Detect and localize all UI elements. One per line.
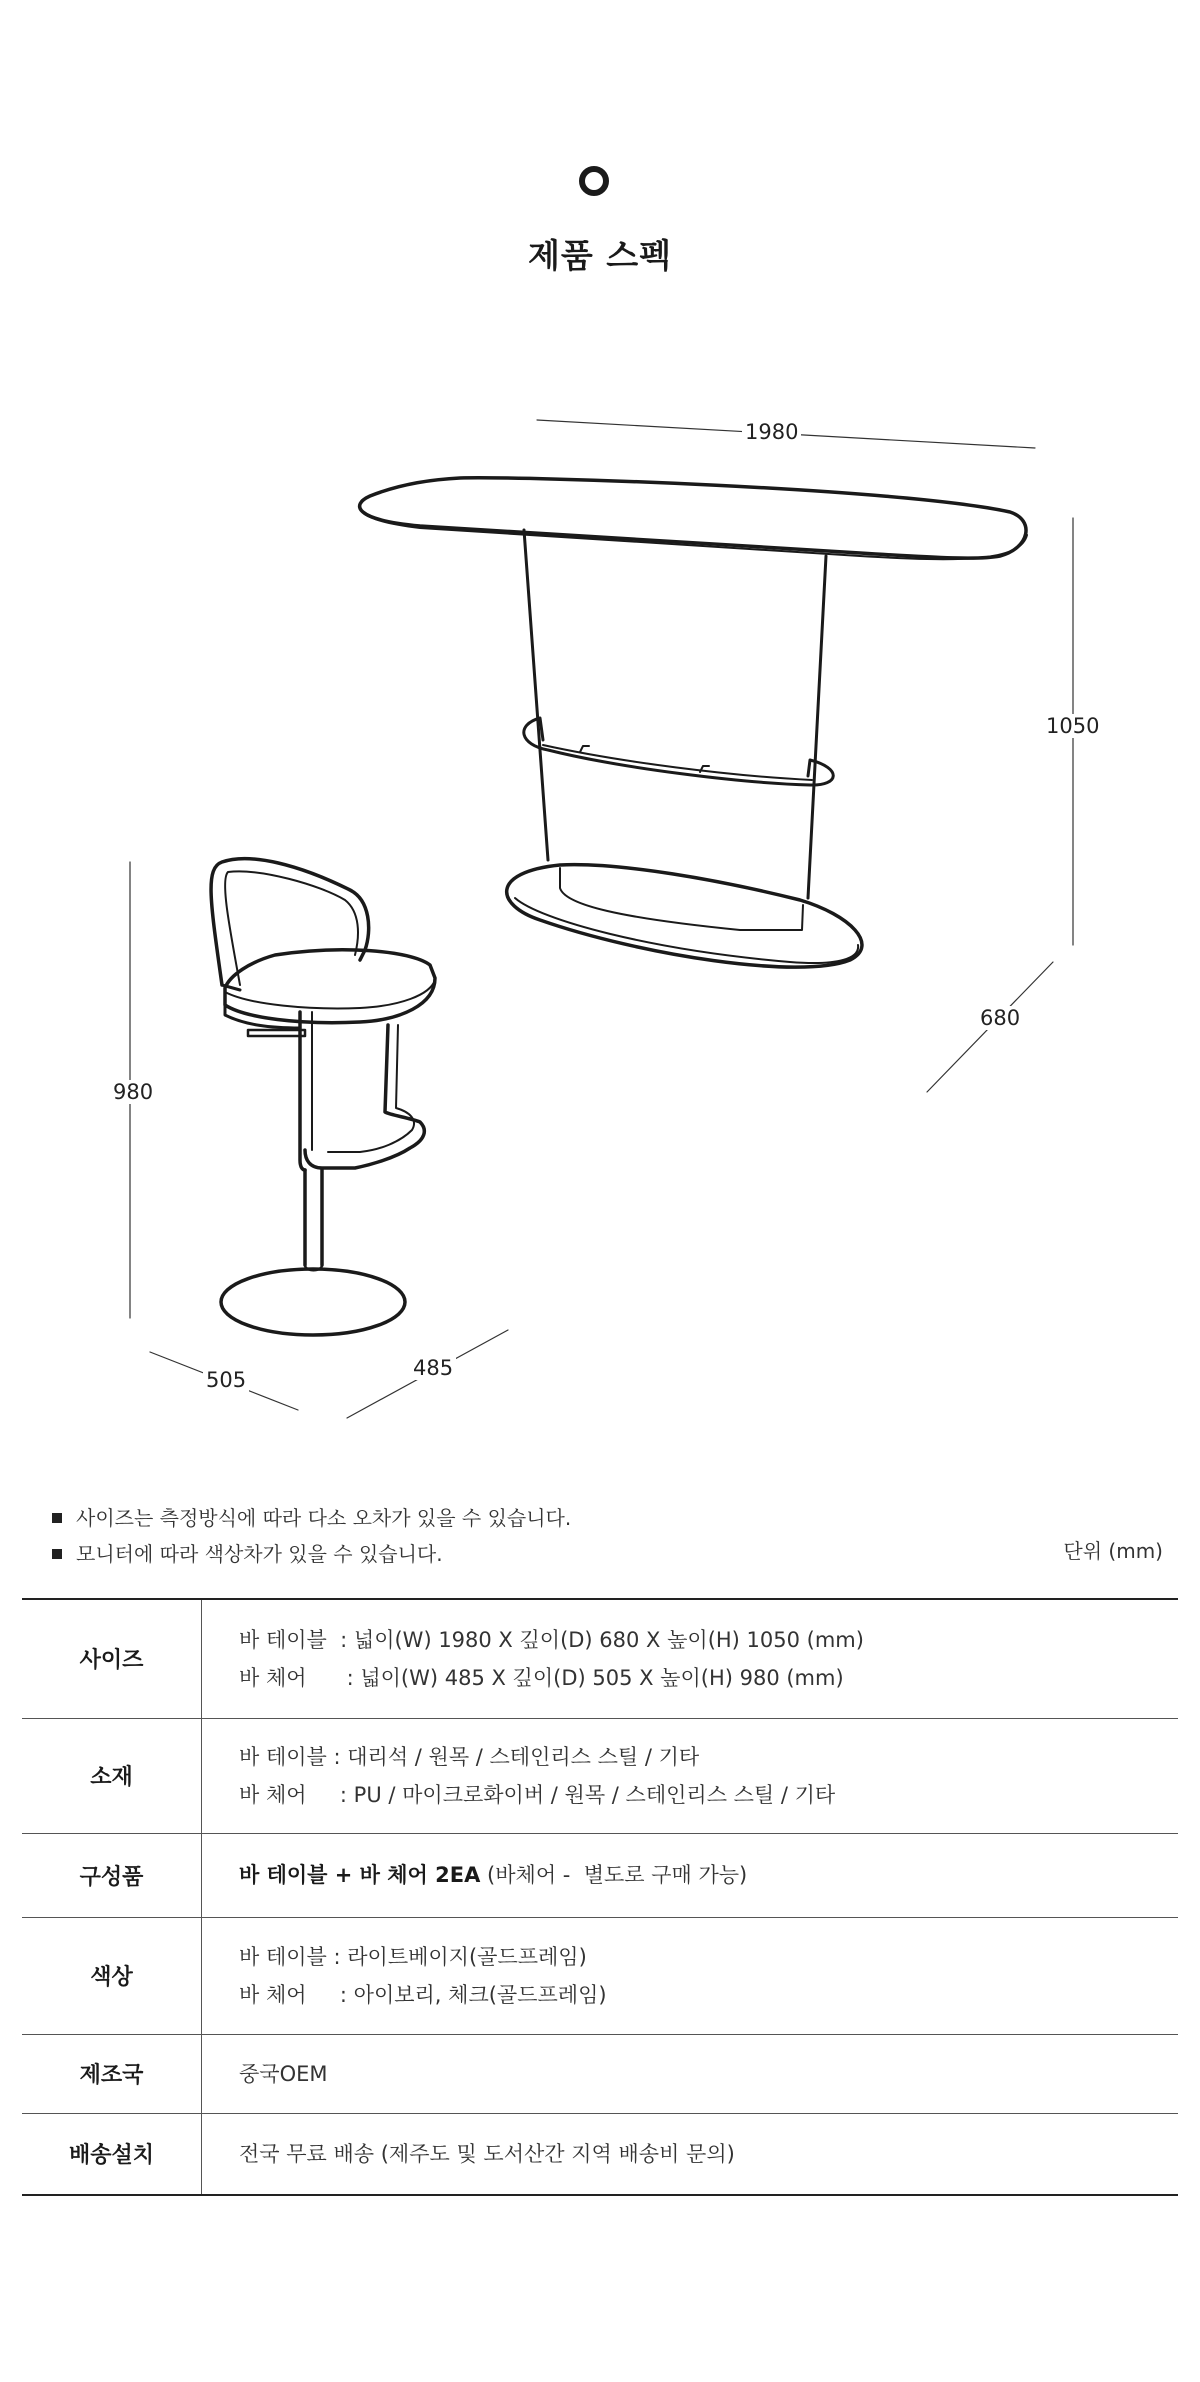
notes-list: [50, 1500, 571, 1572]
spec-value: 바 테이블 : 대리석 / 원목 / 스테인리스 스틸 / 기타 바 체어 : PU / 마이크로화이버 / 원목 / 스테인리스 스틸 / 기타: [202, 1718, 1179, 1833]
unit-label: 단위 (mm): [1063, 1539, 1163, 1563]
spec-value: 바 테이블 : 넓이(W) 1980 X 깊이(D) 680 X 높이(H) 1050 (mm) 바 체어 : 넓이(W) 485 X 깊이(D) 505 X 높이(H) 980 (mm): [202, 1599, 1179, 1718]
dim-table-height: 1050: [1043, 714, 1102, 738]
spec-value: 바 테이블 : 라이트베이지(골드프레임) 바 체어 : 아이보리, 체크(골드프레임): [202, 1917, 1179, 2034]
spec-row-origin: [22, 2034, 1178, 2113]
dim-chair-depth: 505: [203, 1368, 249, 1392]
spec-row-color: [22, 1917, 1178, 2034]
spec-value: 전국 무료 배송 (제주도 및 도서산간 지역 배송비 문의): [202, 2113, 1179, 2195]
bullet-square-icon: [52, 1513, 62, 1523]
bar-chair-drawing: [211, 859, 435, 1335]
spec-row-size: [22, 1599, 1178, 1718]
spec-row-delivery: [22, 2113, 1178, 2195]
page-title: 제품 스펙: [527, 236, 672, 275]
dim-table-width: 1980: [742, 420, 801, 444]
note-item: 모니터에 따라 색상차가 있을 수 있습니다.: [50, 1536, 571, 1572]
table-dimension-lines: [537, 420, 1073, 1092]
spec-label: 배송설치: [22, 2113, 202, 2195]
spec-label: 사이즈: [22, 1599, 202, 1718]
spec-label: 소재: [22, 1718, 202, 1833]
dim-table-depth: 680: [977, 1006, 1023, 1030]
spec-label: 색상: [22, 1917, 202, 2034]
dim-chair-width: 485: [410, 1356, 456, 1380]
note-item: 사이즈는 측정방식에 따라 다소 오차가 있을 수 있습니다.: [50, 1500, 571, 1536]
spec-label: 구성품: [22, 1833, 202, 1917]
spec-table: [22, 1598, 1178, 2196]
spec-label: 제조국: [22, 2034, 202, 2113]
spec-value: 바 테이블 + 바 체어 2EA (바체어 - 별도로 구매 가능): [202, 1833, 1179, 1917]
dim-chair-height: 980: [110, 1080, 156, 1104]
spec-row-material: [22, 1718, 1178, 1833]
bar-table-drawing: [359, 478, 1027, 967]
bullet-square-icon: [52, 1549, 62, 1559]
spec-row-components: [22, 1833, 1178, 1917]
spec-value: 중국OEM: [202, 2034, 1179, 2113]
